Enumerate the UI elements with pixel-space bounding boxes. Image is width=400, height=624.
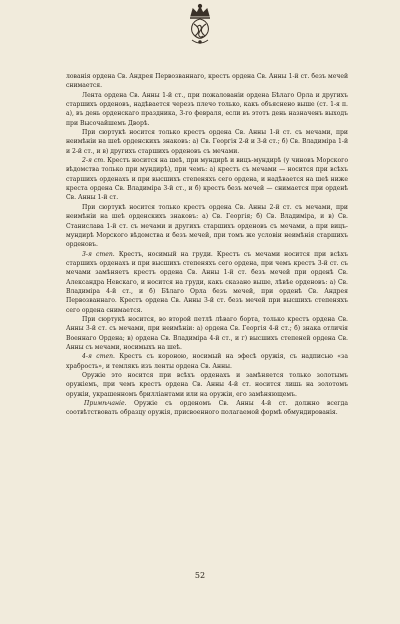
paragraph-degree-3: 3-я степ. Крестъ, носимый на груди. Крестъ съ мечами носится при всѣхъ старшихъ орденахъ и при высшихъ степеняхъ сего ордена, при чемъ крестъ 3-й ст. съ мечами замѣняетъ крестъ ордена Св. Анны 1-й ст. безъ мечей при орденѣ Св. Александра Невскаго, и носится на груди, какъ сказано выше, лѣвѣе орденовъ: а) Св. Владиміра 4-й ст., и б) Бѣлаго Орла безъ мечей, при орденѣ Св. Андрея Первозваннаго. Крестъ ордена Св. Анны 3-й ст. безъ мечей при высшихъ степеняхъ сего ордена снимается. xyxy=(66,250,348,314)
paragraph: Оружіе это носится при всѣхъ орденахъ и замѣняется только золотымъ оружіемъ, при чемъ крестъ ордена Св. Анны 4-й ст. носится лишь на золотомъ оружіи, украшенномъ брилліантами или на оружіи, его замѣняющемъ. xyxy=(66,372,348,398)
imperial-monogram-crown-icon xyxy=(178,2,222,46)
degree-heading: 4-я степ. xyxy=(82,353,115,361)
paragraph-continued: лованія ордена Св. Андрея Первозваннаго, крестъ ордена Св. Анны 1-й ст. безъ мечей снимается. xyxy=(66,73,348,90)
degree-heading: 2-я ст. xyxy=(82,157,106,165)
paragraph: Лента ордена Св. Анны 1-й ст., при пожалованіи ордена Бѣлаго Орла и другихъ старшихъ орденовъ, надѣвается черезъ плечо только, какъ объяснено выше (ст. 1-я п. а), въ день орденскаго праздника, 3-го февраля, если въ этотъ день назначенъ выходъ при Высочайшемъ Дворѣ. xyxy=(66,91,348,127)
main-text xyxy=(66,72,348,418)
page-number: 52 xyxy=(194,571,206,580)
paragraph-degree-4: 4-я степ. Крестъ съ короною, носимый на эфесѣ оружія, съ надписью «за храбрость», и темлякъ изъ ленты ордена Св. Анны. xyxy=(66,353,348,370)
paragraph: При сюртукѣ носится, во второй петлѣ лѣваго борта, только крестъ ордена Св. Анны 3-й ст. съ мечами, при неимѣніи: а) ордена Св. Георгія 4-й ст.; б) знака отличія Военнаго Ордена; в) ордена Св. Владиміра 4-й ст., и г) высшихъ степеней ордена Св. Анны съ мечами, носимыхъ на шеѣ. xyxy=(66,315,348,351)
degree-heading: 3-я степ. xyxy=(82,250,115,258)
paragraph-degree-2: 2-я ст. Крестъ носится на шеѣ, при мундирѣ и вицъ-мундирѣ (у чиновъ Морского вѣдомства только при мундирѣ), при чемъ: а) крестъ съ мечами — носится при всѣхъ старшихъ орденахъ и при высшихъ степеняхъ сего ордена, и надѣвается на шеѣ ниже креста ордена Св. Владиміра 3-й ст., и б) крестъ безъ мечей — снимается при орденѣ Св. Анны 1-й ст. xyxy=(66,157,348,202)
paragraph: При сюртукѣ носится только крестъ ордена Св. Анны 1-й ст. съ мечами, при неимѣніи на шеѣ орденскихъ знаковъ: а) Св. Георгія 2-й и 3-й ст.; б) Св. Владиміра 1-й и 2-й ст., и в) другихъ старшихъ орденовъ съ мечами. xyxy=(66,129,348,155)
paragraph: При сюртукѣ носится только крестъ ордена Св. Анны 2-й ст. съ мечами, при неимѣніи на шеѣ орденскихъ знаковъ: а) Св. Георгія; б) Св. Владиміра, и в) Св. Станислава 1-й ст. съ мечами и другихъ старшихъ орденовъ съ мечами, а при вицъ-мундирѣ Морского вѣдомства и безъ мечей, при томъ же условіи неимѣнія старшихъ орденовъ. xyxy=(66,203,348,249)
note-paragraph: Примѣчаніе. Оружіе съ орденомъ Св. Анны 4-й ст. должно всегда соотвѣтствовать образцу оружія, присвоенного полагаемой формѣ обмундированія. xyxy=(66,400,349,417)
note-label: Примѣчаніе. xyxy=(84,400,127,408)
